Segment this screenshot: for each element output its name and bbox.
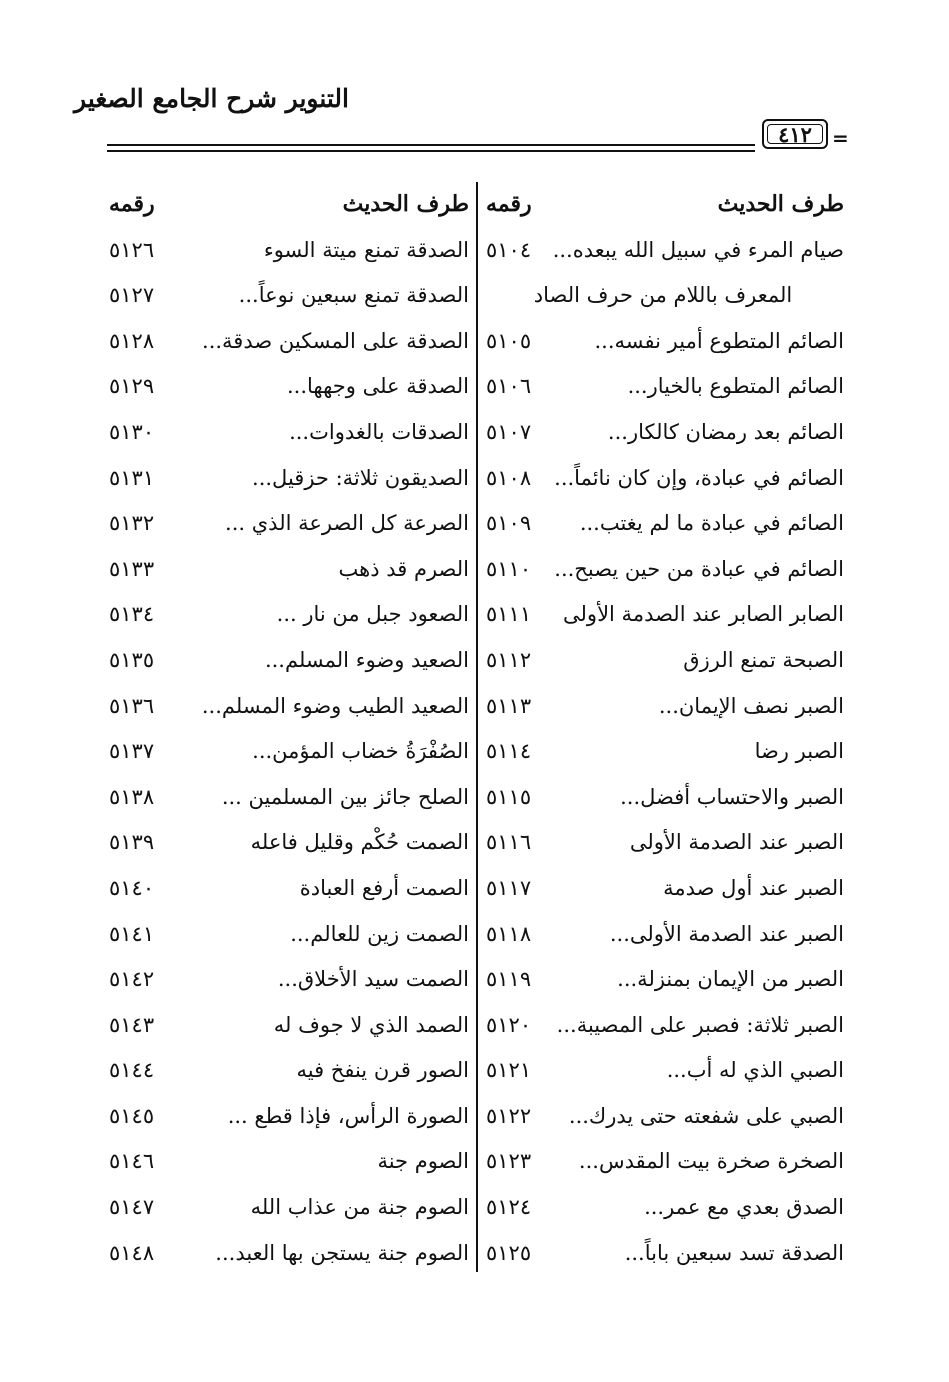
index-row xyxy=(105,1003,469,1049)
hadith-number: ٥١٢١ xyxy=(486,1058,532,1083)
hadith-number: ٥١٣٠ xyxy=(109,419,155,444)
hadith-number: ٥١٣٦ xyxy=(109,693,155,718)
index-row xyxy=(482,775,844,821)
page-title: التنوير شرح الجامع الصغير xyxy=(74,84,349,113)
hadith-title: الصعود جبل من نار ... xyxy=(276,602,469,627)
hadith-number: ٥١١٦ xyxy=(486,830,532,855)
index-column-left xyxy=(105,182,469,1276)
hadith-number: ٥١٣٨ xyxy=(109,784,155,809)
index-row xyxy=(482,1048,844,1094)
index-row xyxy=(482,1231,844,1277)
column-divider xyxy=(476,182,478,1272)
hadith-number: ٥١٤٧ xyxy=(109,1195,155,1220)
index-row xyxy=(482,729,844,775)
index-column-right xyxy=(482,182,844,1276)
index-row xyxy=(482,319,844,365)
index-row xyxy=(105,228,469,274)
hadith-title: الصائم في عبادة من حين يصبح... xyxy=(554,556,844,581)
hadith-number: ٥١١٩ xyxy=(486,967,532,992)
page-number: ٤١٢ xyxy=(762,119,828,149)
hadith-number: ٥١٢٤ xyxy=(486,1195,532,1220)
hadith-title: الصبر عند الصدمة الأولى... xyxy=(609,921,844,946)
hadith-title: الصور قرن ينفخ فيه xyxy=(296,1058,469,1083)
hadith-number: ٥١٠٤ xyxy=(486,237,532,262)
hadith-number: ٥١١٣ xyxy=(486,693,532,718)
hadith-number: ٥١٠٥ xyxy=(486,328,532,353)
index-row xyxy=(105,1185,469,1231)
section-heading xyxy=(482,273,844,319)
hadith-number: ٥١٣٣ xyxy=(109,556,155,581)
hadith-title: الصبر نصف الإيمان... xyxy=(658,693,844,718)
hadith-title: الصابر الصابر عند الصدمة الأولى xyxy=(563,602,844,627)
index-row xyxy=(105,319,469,365)
hadith-number: ٥١١١ xyxy=(486,602,532,627)
hadith-title: الصائم في عبادة، وإن كان نائماً... xyxy=(554,465,844,490)
hadith-number: ٥١١٤ xyxy=(486,739,532,764)
hadith-title: الصدق بعدي مع عمر... xyxy=(644,1195,844,1220)
hadith-title: الصبر رضا xyxy=(754,739,844,764)
index-row xyxy=(105,501,469,547)
header-rule-bottom xyxy=(107,150,755,152)
hadith-title: الصخرة صخرة بيت المقدس... xyxy=(578,1149,844,1174)
index-row xyxy=(482,820,844,866)
hadith-title: الصعيد وضوء المسلم... xyxy=(264,647,469,672)
hadith-number: ٥١٣٢ xyxy=(109,511,155,536)
index-row xyxy=(105,684,469,730)
hadith-number: ٥١٣١ xyxy=(109,465,155,490)
index-row xyxy=(482,1139,844,1185)
hadith-title: الصرم قد ذهب xyxy=(338,556,469,581)
index-row xyxy=(482,456,844,502)
hadith-number: ٥١٢٩ xyxy=(109,374,155,399)
hadith-number: ٥١١٥ xyxy=(486,784,532,809)
index-row xyxy=(105,410,469,456)
hadith-title: الصورة الرأس، فإذا قطع ... xyxy=(227,1103,469,1128)
index-row xyxy=(105,866,469,912)
hadith-title: الصبر عند أول صدمة xyxy=(663,875,844,900)
hadith-number: ٥١٤٠ xyxy=(109,875,155,900)
index-row xyxy=(482,866,844,912)
hadith-title: الصمت زين للعالم... xyxy=(290,921,469,946)
hadith-title: الصمت سيد الأخلاق... xyxy=(277,967,469,992)
index-row xyxy=(105,1094,469,1140)
hadith-title: الصُفْرَةُ خضاب المؤمن... xyxy=(252,739,469,764)
hadith-number: ٥١١٢ xyxy=(486,647,532,672)
index-row xyxy=(482,957,844,1003)
index-row xyxy=(105,1139,469,1185)
hadith-title: الصبحة تمنع الرزق xyxy=(683,647,844,672)
hadith-title: الصدقات بالغدوات... xyxy=(289,419,469,444)
header-rule-top xyxy=(107,144,755,146)
hadith-title: الصوم جنة من عذاب الله xyxy=(250,1195,469,1220)
hadith-number: ٥١٠٩ xyxy=(486,511,532,536)
hadith-number: ٥١٤٤ xyxy=(109,1058,155,1083)
hadith-title: الصبر عند الصدمة الأولى xyxy=(629,830,844,855)
hadith-title: الصعيد الطيب وضوء المسلم... xyxy=(201,693,469,718)
hadith-title: صيام المرء في سبيل الله يبعده... xyxy=(552,237,844,262)
index-row xyxy=(482,1003,844,1049)
index-row xyxy=(105,820,469,866)
hadith-title: الصدقة على وجهها... xyxy=(286,374,469,399)
hadith-number: ٥١٠٧ xyxy=(486,419,532,444)
hadith-title: الصائم في عبادة ما لم يغتب... xyxy=(579,511,844,536)
index-row xyxy=(105,729,469,775)
hadith-number: ٥١٤٣ xyxy=(109,1012,155,1037)
hadith-title: الصدقة تمنع ميتة السوء xyxy=(263,237,469,262)
hadith-title: الصمد الذي لا جوف له xyxy=(273,1012,469,1037)
hadith-number: ٥١٤١ xyxy=(109,921,155,946)
index-row xyxy=(482,912,844,958)
index-row xyxy=(105,638,469,684)
header-number: رقمه xyxy=(486,191,532,217)
index-row xyxy=(482,592,844,638)
index-row xyxy=(105,1048,469,1094)
index-row xyxy=(105,912,469,958)
hadith-title: الصبر والاحتساب أفضل... xyxy=(620,784,844,809)
hadith-title: الصبي الذي له أب... xyxy=(666,1058,844,1083)
index-row xyxy=(105,775,469,821)
index-row xyxy=(482,1094,844,1140)
hadith-title: الصائم المتطوع أمير نفسه... xyxy=(594,328,844,353)
column-header xyxy=(105,182,469,228)
hadith-title: الصائم بعد رمضان كالكار... xyxy=(607,419,844,444)
hadith-number: ٥١٣٧ xyxy=(109,739,155,764)
hadith-title: الصائم المتطوع بالخيار... xyxy=(627,374,844,399)
hadith-number: ٥١١٨ xyxy=(486,921,532,946)
hadith-number: ٥١١٠ xyxy=(486,556,532,581)
hadith-number: ٥١٤٦ xyxy=(109,1149,155,1174)
hadith-number: ٥١٢٣ xyxy=(486,1149,532,1174)
hadith-title: الصبر من الإيمان بمنزلة... xyxy=(617,967,844,992)
index-row xyxy=(105,1231,469,1277)
hadith-title: الصدقة تسد سبعين باباً... xyxy=(624,1240,844,1265)
hadith-number: ٥١٠٦ xyxy=(486,374,532,399)
index-row xyxy=(482,501,844,547)
index-row xyxy=(482,684,844,730)
index-row xyxy=(105,592,469,638)
hadith-number: ٥١١٧ xyxy=(486,875,532,900)
index-row xyxy=(105,364,469,410)
index-row xyxy=(105,273,469,319)
hadith-title: الصبي على شفعته حتى يدرك... xyxy=(568,1103,844,1128)
hadith-title: الصدقة على المسكين صدقة... xyxy=(202,328,469,353)
section-title: المعرف باللام من حرف الصاد xyxy=(533,283,793,308)
hadith-title: الصبر ثلاثة: فصبر على المصيبة... xyxy=(556,1012,844,1037)
hadith-number: ٥١٤٨ xyxy=(109,1240,155,1265)
header-title: طرف الحديث xyxy=(342,191,469,217)
hadith-number: ٥١٢٢ xyxy=(486,1103,532,1128)
hadith-title: الصوم جنة xyxy=(377,1149,469,1174)
index-row xyxy=(482,410,844,456)
index-row xyxy=(105,456,469,502)
index-row xyxy=(482,228,844,274)
hadith-number: ٥١٣٥ xyxy=(109,647,155,672)
hadith-number: ٥١٢٧ xyxy=(109,283,155,308)
hadith-title: الصلح جائز بين المسلمين ... xyxy=(221,784,469,809)
hadith-number: ٥١٤٥ xyxy=(109,1103,155,1128)
hadith-number: ٥١٣٩ xyxy=(109,830,155,855)
hadith-number: ٥١٢٥ xyxy=(486,1240,532,1265)
page-number-mark: = xyxy=(832,126,849,150)
column-header xyxy=(482,182,844,228)
index-row xyxy=(482,364,844,410)
header-number: رقمه xyxy=(109,191,155,217)
hadith-title: الصديقون ثلاثة: حزقيل... xyxy=(252,465,469,490)
index-row xyxy=(482,1185,844,1231)
hadith-title: الصدقة تمنع سبعين نوعاً... xyxy=(238,283,469,308)
hadith-number: ٥١٢٨ xyxy=(109,328,155,353)
header-title: طرف الحديث xyxy=(717,191,844,217)
hadith-number: ٥١٤٢ xyxy=(109,967,155,992)
index-row xyxy=(482,547,844,593)
hadith-number: ٥١٣٤ xyxy=(109,602,155,627)
index-row xyxy=(105,547,469,593)
hadith-title: الصرعة كل الصرعة الذي ... xyxy=(225,511,469,536)
hadith-number: ٥١٠٨ xyxy=(486,465,532,490)
hadith-number: ٥١٢٠ xyxy=(486,1012,532,1037)
hadith-title: الصمت أرفع العبادة xyxy=(299,875,469,900)
hadith-title: الصمت حُكْم وقليل فاعله xyxy=(250,830,469,855)
index-row xyxy=(105,957,469,1003)
index-row xyxy=(482,638,844,684)
hadith-title: الصوم جنة يستجن بها العبد... xyxy=(215,1240,469,1265)
hadith-number: ٥١٢٦ xyxy=(109,237,155,262)
